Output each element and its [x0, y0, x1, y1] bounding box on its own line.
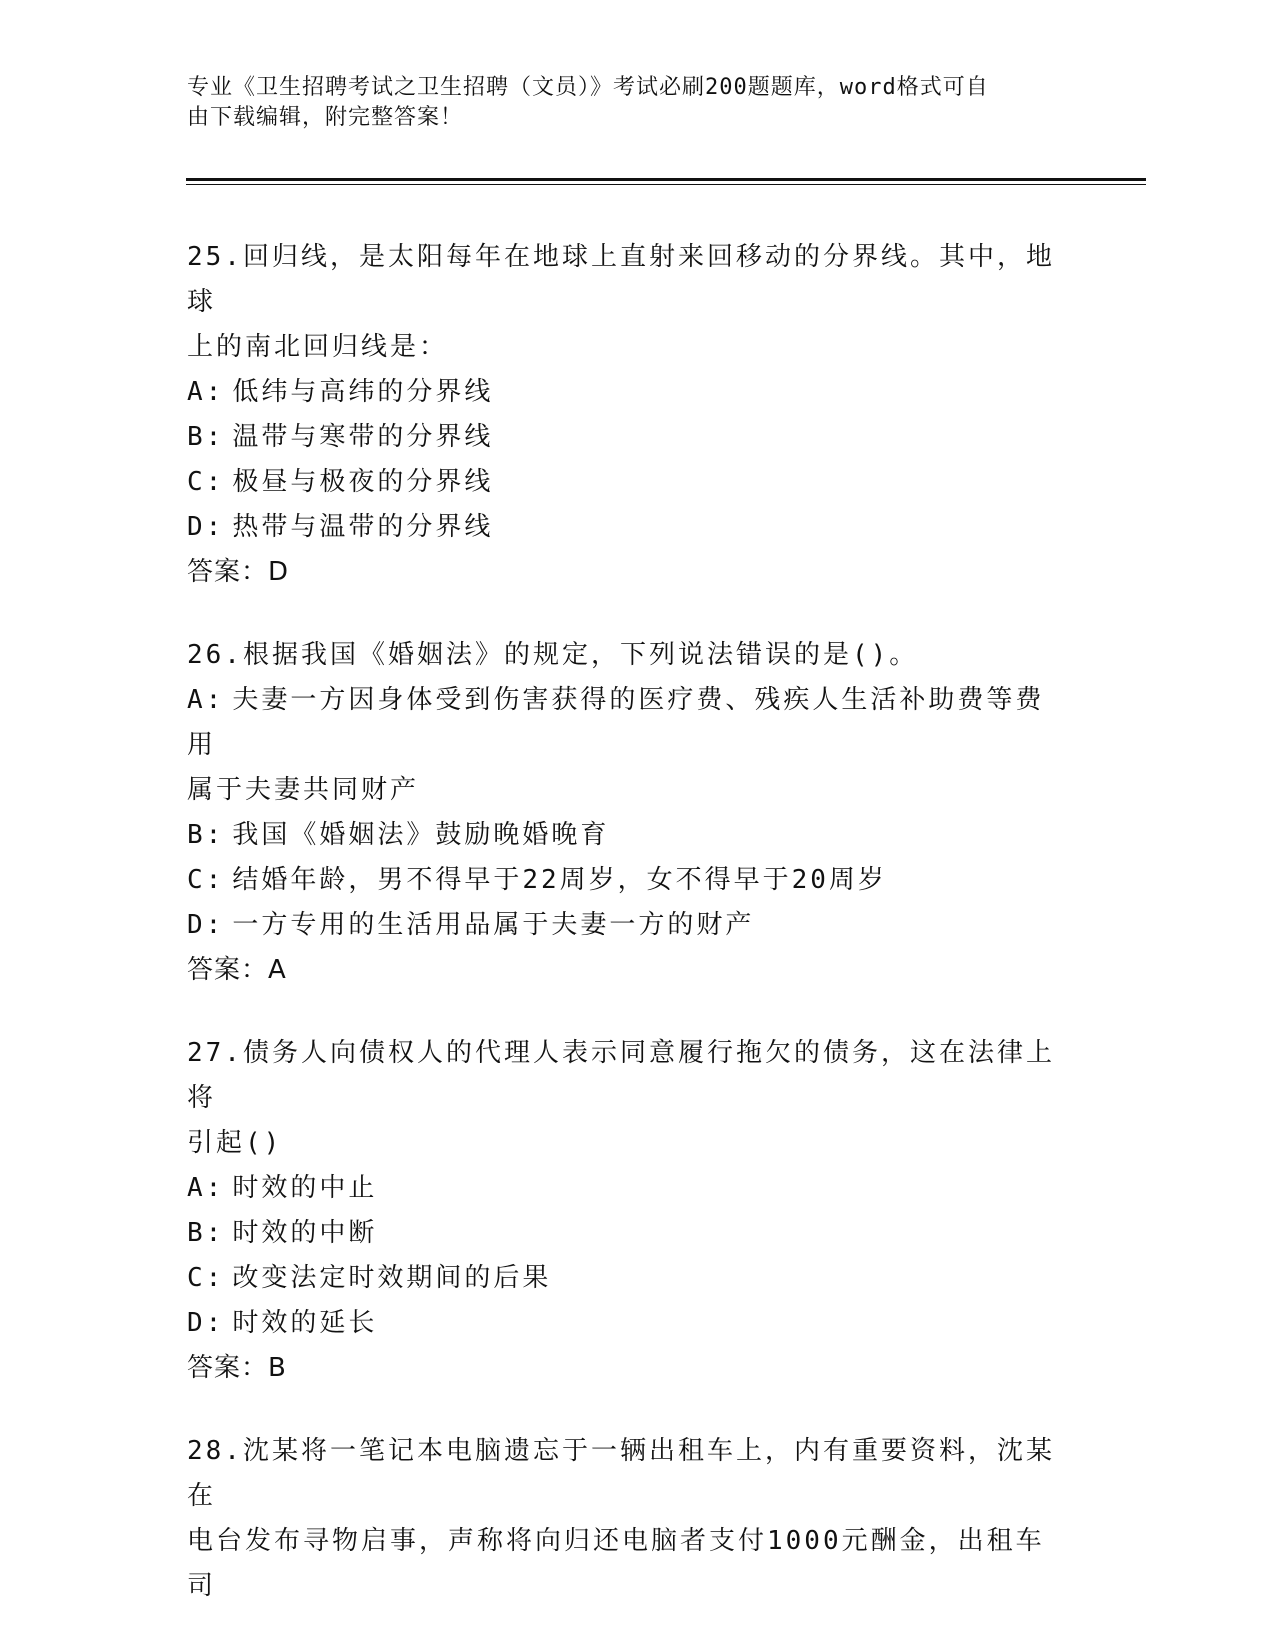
option-key: D: [187, 910, 225, 940]
question-block [187, 1429, 1067, 1609]
answer-line: 答案：B [187, 1353, 287, 1383]
option-line [187, 678, 1067, 768]
option-key: C: [187, 865, 225, 895]
header-divider-thin [186, 184, 1146, 185]
option-key: D: [187, 1308, 225, 1338]
option-text: 一方专用的生活用品属于夫妻一方的财产 [232, 910, 755, 940]
question-list [187, 235, 1067, 1647]
answer-line: 答案：A [187, 955, 287, 985]
question-stem-line: 引起() [187, 1128, 283, 1158]
option-key: D: [187, 512, 225, 542]
option-line [187, 813, 1067, 858]
option-key: B: [187, 1218, 225, 1248]
option-line [187, 1301, 1067, 1346]
option-line [187, 415, 1067, 460]
option-text: 温带与寒带的分界线 [232, 422, 494, 452]
option-text: 我国《婚姻法》鼓励晚婚晚育 [232, 820, 610, 850]
option-key: C: [187, 1263, 225, 1293]
document-header [187, 73, 1067, 133]
option-key: A: [187, 377, 225, 407]
option-line [187, 505, 1067, 550]
question-stem-line: 27.债务人向债权人的代理人表示同意履行拖欠的债务，这在法律上将 [187, 1038, 1055, 1113]
option-text: 结婚年龄，男不得早于22周岁，女不得早于20周岁 [232, 865, 887, 895]
question-stem-line: 25.回归线，是太阳每年在地球上直射来回移动的分界线。其中，地球 [187, 242, 1055, 317]
option-key: B: [187, 820, 225, 850]
option-text: 时效的延长 [232, 1308, 378, 1338]
question-block [187, 235, 1067, 595]
option-line: 属于夫妻共同财产 [187, 775, 420, 805]
option-line [187, 1211, 1067, 1256]
question-block [187, 633, 1067, 993]
question-stem-line: 26.根据我国《婚姻法》的规定，下列说法错误的是()。 [187, 640, 919, 670]
option-text: 低纬与高纬的分界线 [232, 377, 494, 407]
header-line-2: 由下载编辑，附完整答案！ [187, 105, 464, 130]
header-divider-thick [186, 178, 1146, 181]
option-line [187, 1166, 1067, 1211]
option-key: B: [187, 422, 225, 452]
question-stem-line: 电台发布寻物启事，声称将向归还电脑者支付1000元酬金，出租车司 [187, 1526, 1045, 1601]
option-text: 改变法定时效期间的后果 [232, 1263, 552, 1293]
option-text: 极昼与极夜的分界线 [232, 467, 494, 497]
option-line [187, 858, 1067, 903]
question-stem-line: 上的南北回归线是： [187, 332, 449, 362]
header-line-1: 专业《卫生招聘考试之卫生招聘（文员）》考试必刷200题题库，word格式可自 [187, 75, 989, 100]
option-key: A: [187, 685, 225, 715]
option-line [187, 1256, 1067, 1301]
option-key: A: [187, 1173, 225, 1203]
option-key: C: [187, 467, 225, 497]
option-text: 时效的中断 [232, 1218, 378, 1248]
option-text: 时效的中止 [232, 1173, 378, 1203]
option-text: 热带与温带的分界线 [232, 512, 494, 542]
question-stem-line: 28.沈某将一笔记本电脑遗忘于一辆出租车上，内有重要资料，沈某在 [187, 1436, 1055, 1511]
answer-line: 答案：D [187, 557, 290, 587]
option-line [187, 903, 1067, 948]
question-block [187, 1031, 1067, 1391]
option-line [187, 370, 1067, 415]
option-line [187, 460, 1067, 505]
option-text: 夫妻一方因身体受到伤害获得的医疗费、残疾人生活补助费等费用 [187, 685, 1045, 760]
